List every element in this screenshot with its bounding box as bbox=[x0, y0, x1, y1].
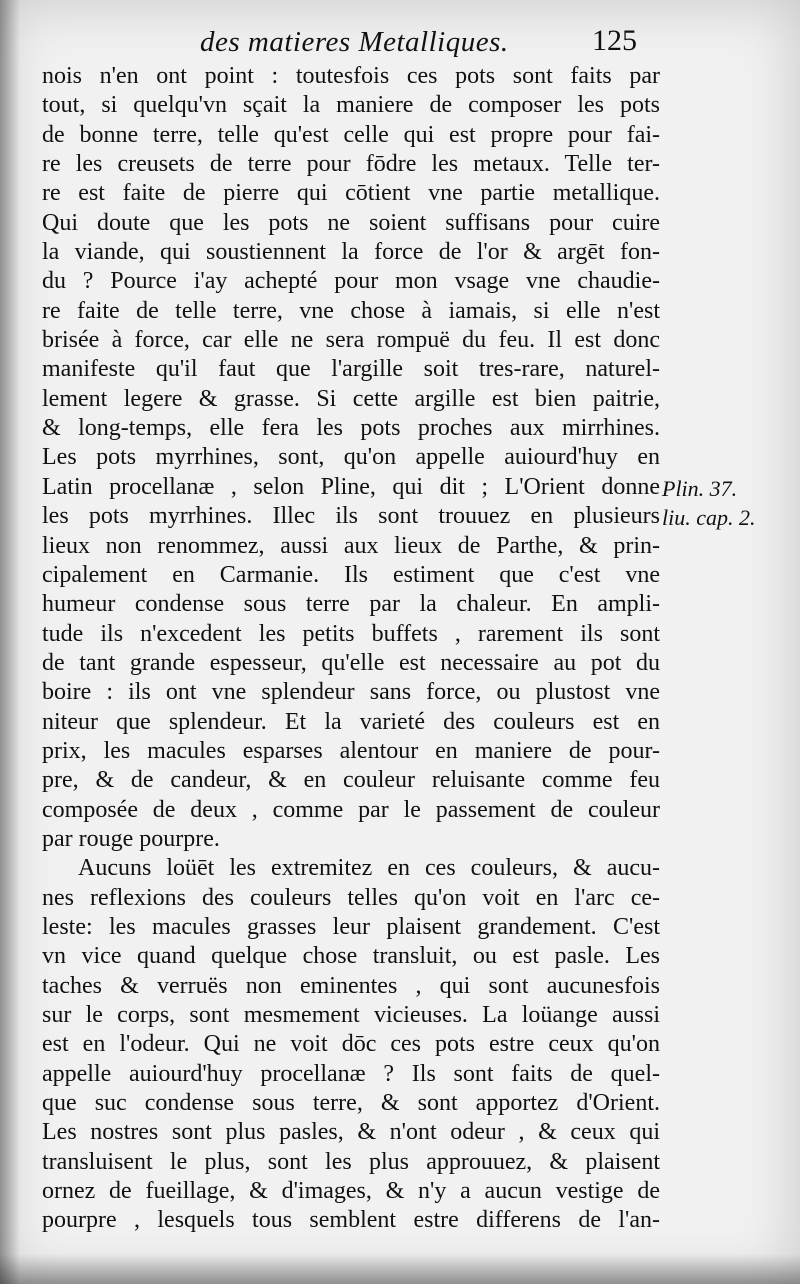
margin-citation bbox=[662, 474, 782, 532]
body-text bbox=[42, 62, 660, 1236]
text-line: nes reflexions des couleurs telles qu'on voit en l'arc ce- bbox=[42, 884, 660, 911]
margin-citation-line: liu. cap. 2. bbox=[662, 505, 756, 530]
text-line: pourpre , lesquels tous semblent estre differens de l'an- bbox=[42, 1207, 660, 1234]
text-line: lieux non renommez, aussi aux lieux de Parthe, & prin- bbox=[42, 532, 660, 559]
text-line: boire : ils ont vne splendeur sans force, ou plustost vne bbox=[42, 679, 660, 706]
text-line: Latin procellanæ , selon Pline, qui dit ; L'Orient donne bbox=[42, 473, 660, 500]
text-line: tude ils n'excedent les petits buffets , rarement ils sont bbox=[42, 620, 660, 647]
text-line: transluisent le plus, sont les plus approuuez, & plaisent bbox=[42, 1148, 660, 1175]
text-line: les pots myrrhines. Illec ils sont trouuez en plusieurs bbox=[42, 503, 660, 530]
text-line: est en l'odeur. Qui ne voit dōc ces pots estre ceux qu'on bbox=[42, 1031, 660, 1058]
text-line: re est faite de pierre qui cōtient vne partie metallique. bbox=[42, 180, 660, 207]
text-line: ornez de fueillage, & d'images, & n'y a aucun vestige de bbox=[42, 1178, 660, 1205]
text-line: Aucuns loüēt les extremitez en ces couleurs, & aucu- bbox=[78, 855, 660, 882]
page-number: 125 bbox=[592, 24, 637, 57]
text-line: Qui doute que les pots ne soient suffisans pour cuire bbox=[42, 209, 660, 236]
running-head: des matieres Metalliques. bbox=[200, 26, 509, 58]
margin-citation-line: Plin. 37. bbox=[662, 476, 738, 501]
text-line: brisée à force, car elle ne sera rompuë du feu. Il est donc bbox=[42, 327, 660, 354]
text-line: niteur que splendeur. Et la varieté des couleurs est en bbox=[42, 708, 660, 735]
text-line: de tant grande espesseur, qu'elle est necessaire au pot du bbox=[42, 649, 660, 676]
text-line: leste: les macules grasses leur plaisent grandement. C'est bbox=[42, 913, 660, 940]
text-line: du ? Pource i'ay achepté pour mon vsage vne chaudie- bbox=[42, 268, 660, 295]
text-line: nois n'en ont point : toutesfois ces pots sont faits par bbox=[42, 63, 660, 89]
text-line: par rouge pourpre. bbox=[42, 825, 220, 852]
text-line: manifeste qu'il faut que l'argille soit tres-rare, naturel- bbox=[42, 356, 660, 383]
text-line: pre, & de candeur, & en couleur reluisante comme feu bbox=[42, 767, 660, 794]
text-line: tout, si quelqu'vn sçait la maniere de composer les pots bbox=[42, 92, 660, 119]
text-line: vn vice quand quelque chose transluit, ou est pasle. Les bbox=[42, 943, 660, 970]
text-line: cipalement en Carmanie. Ils estiment que c'est vne bbox=[42, 561, 660, 588]
text-line: lement legere & grasse. Si cette argille est bien paitrie, bbox=[42, 385, 660, 412]
text-line: Les pots myrrhines, sont, qu'on appelle auiourd'huy en bbox=[42, 444, 660, 471]
text-line: composée de deux , comme par le passement de couleur bbox=[42, 796, 660, 823]
text-line: & long-temps, elle fera les pots proches aux mirrhines. bbox=[42, 415, 660, 442]
text-line: que suc condense sous terre, & sont apportez d'Orient. bbox=[42, 1090, 660, 1117]
text-line: la viande, qui soustiennent la force de l'or & argēt fon- bbox=[42, 239, 660, 266]
text-line: appelle auiourd'huy procellanæ ? Ils sont faits de quel- bbox=[42, 1060, 660, 1087]
text-line: re faite de telle terre, vne chose à iamais, si elle n'est bbox=[42, 297, 660, 324]
text-line: de bonne terre, telle qu'est celle qui est propre pour fai- bbox=[42, 121, 660, 148]
text-line: humeur condense sous terre par la chaleur. En ampli- bbox=[42, 591, 660, 618]
text-line: taches & verruës non eminentes , qui sont aucunesfois bbox=[42, 972, 660, 999]
text-line: prix, les macules esparses alentour en maniere de pour- bbox=[42, 737, 660, 764]
text-line: Les nostres sont plus pasles, & n'ont odeur , & ceux qui bbox=[42, 1119, 660, 1146]
text-line: sur le corps, sont mesmement vicieuses. La loüange aussi bbox=[42, 1002, 660, 1028]
text-line: re les creusets de terre pour fōdre les metaux. Telle ter- bbox=[42, 151, 660, 178]
